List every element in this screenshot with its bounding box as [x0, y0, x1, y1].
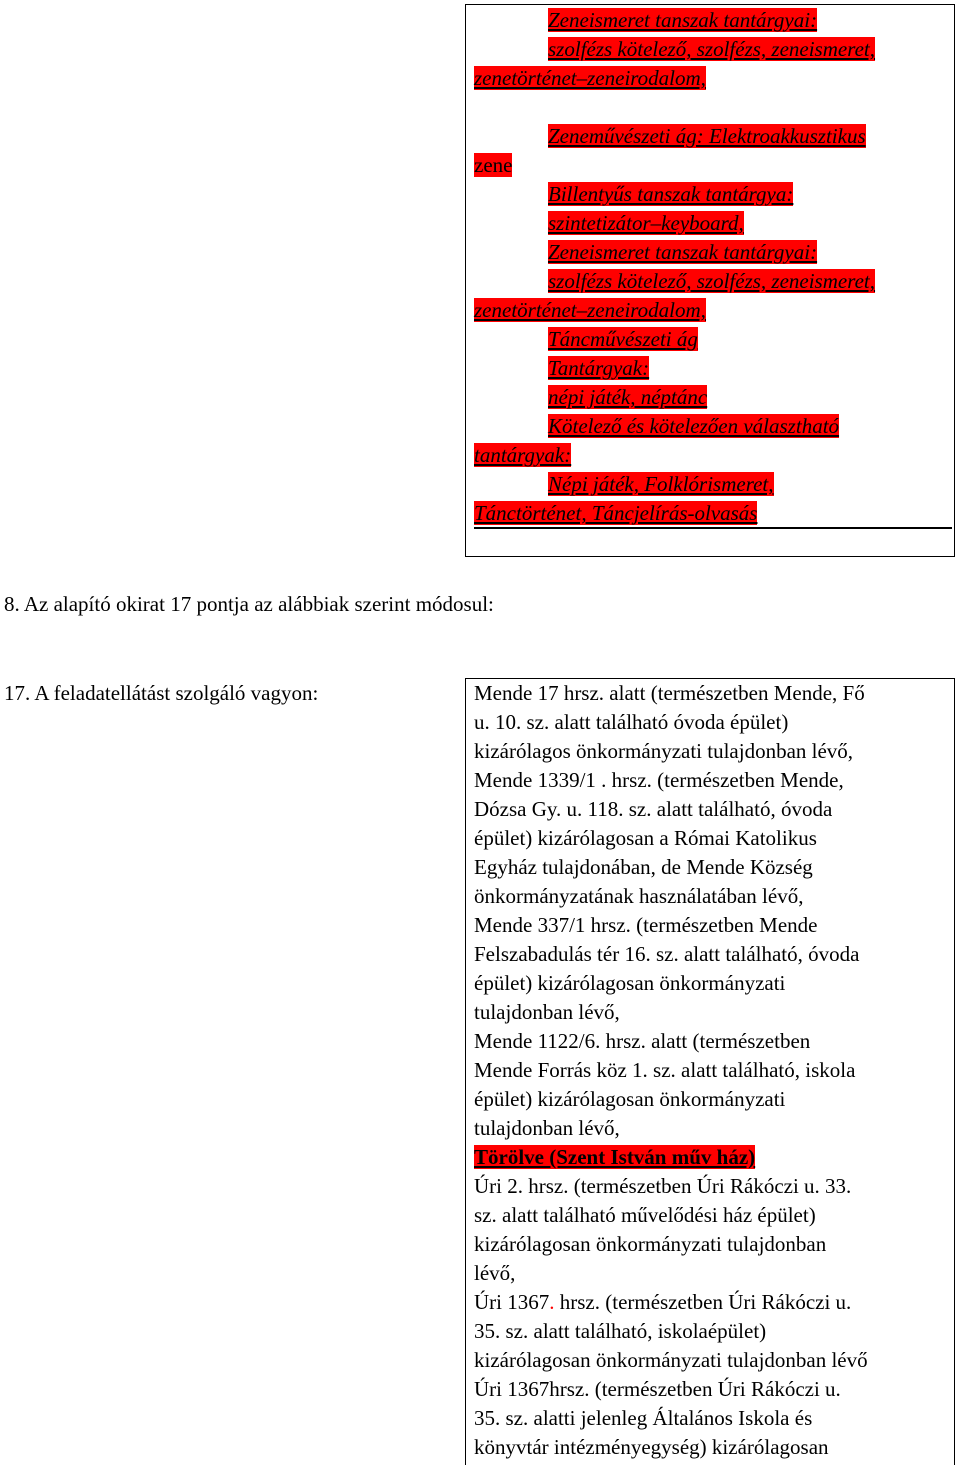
asset-line: Mende 1122/6. hrsz. alatt (természetben	[474, 1029, 811, 1053]
asset-line: könyvtár intézményegység) kizárólagosan	[474, 1435, 829, 1459]
asset-line: Dózsa Gy. u. 118. sz. alatt található, óvoda	[474, 797, 833, 821]
asset-line: Felszabadulás tér 16. sz. alatt található, óvoda	[474, 942, 860, 966]
upper-line: szolfézs kötelező, szolfézs, zeneismeret,	[548, 37, 876, 61]
upper-line: Zeneművészeti ág: Elektroakkusztikus	[548, 124, 866, 148]
asset-line: tulajdonban lévő,	[474, 1000, 620, 1024]
asset-line	[474, 1288, 851, 1316]
upper-line: zenetörténet–zeneirodalom,	[474, 298, 706, 322]
asset-line: Egyház tulajdonában, de Mende Község	[474, 855, 813, 879]
upper-line: Zeneismeret tanszak tantárgyai:	[548, 8, 818, 32]
asset-line: kizárólagosan önkormányzati tulajdonban lévő	[474, 1348, 868, 1372]
asset-line: épület) kizárólagosan önkormányzati	[474, 1087, 786, 1111]
asset-line: épület) kizárólagosan a Római Katolikus	[474, 826, 817, 850]
upper-line: Népi játék, Folklórismeret,	[548, 472, 774, 496]
asset-line: Mende Forrás köz 1. sz. alatt található, iskola	[474, 1058, 856, 1082]
asset-line: lévő,	[474, 1261, 516, 1285]
upper-line: Táncművészeti ág	[548, 327, 698, 351]
upper-line: népi játék, néptánc	[548, 385, 708, 409]
asset-line: Mende 337/1 hrsz. (természetben Mende	[474, 913, 818, 937]
asset-line: kizárólagosan önkormányzati tulajdonban	[474, 1232, 827, 1256]
asset-line: tulajdonban lévő,	[474, 1116, 620, 1140]
upper-line: Tánctörténet, Táncjelírás-olvasás	[474, 501, 758, 525]
upper-line: Tantárgyak:	[548, 356, 650, 380]
section-8-heading: 8. Az alapító okirat 17 pontja az alábbiak szerint módosul:	[4, 592, 494, 616]
asset-line: Mende 17 hrsz. alatt (természetben Mende, Fő	[474, 681, 865, 705]
upper-line: Zeneismeret tanszak tantárgyai:	[548, 240, 818, 264]
upper-line: zenetörténet–zeneirodalom,	[474, 66, 706, 90]
asset-line: 35. sz. alatti jelenleg Általános Iskola és	[474, 1406, 813, 1430]
asset-line: Úri 2. hrsz. (természetben Úri Rákóczi u. 33.	[474, 1174, 852, 1198]
asset-line: kizárólagos önkormányzati tulajdonban lévő,	[474, 739, 854, 763]
deleted-entry: Törölve (Szent István műv ház)	[474, 1145, 756, 1169]
upper-line: szintetizátor–keyboard,	[548, 211, 744, 235]
asset-line: sz. alatt található művelődési ház épület)	[474, 1203, 816, 1227]
asset-line: épület) kizárólagosan önkormányzati	[474, 971, 786, 995]
upper-line: tantárgyak:	[474, 443, 572, 467]
asset-line-part: hrsz. (természetben Úri Rákóczi u.	[554, 1290, 852, 1314]
asset-line-part: Úri 1367	[474, 1290, 550, 1314]
upper-line: Kötelező és kötelezően választható	[548, 414, 840, 438]
asset-line: u. 10. sz. alatt található óvoda épület)	[474, 710, 789, 734]
upper-line: szolfézs kötelező, szolfézs, zeneismeret,	[548, 269, 876, 293]
asset-line: Úri 1367hrsz. (természetben Úri Rákóczi u.	[474, 1377, 841, 1401]
asset-line: 35. sz. alatt található, iskolaépület)	[474, 1319, 767, 1343]
asset-line: Mende 1339/1 . hrsz. (természetben Mende,	[474, 768, 844, 792]
upper-line: zene	[474, 153, 513, 177]
upper-line: Billentyűs tanszak tantárgya:	[548, 182, 794, 206]
cell-divider	[474, 527, 952, 529]
section-17-label: 17. A feladatellátást szolgáló vagyon:	[4, 681, 319, 705]
red-period: .	[549, 1290, 555, 1314]
asset-line: önkormányzatának használatában lévő,	[474, 884, 804, 908]
